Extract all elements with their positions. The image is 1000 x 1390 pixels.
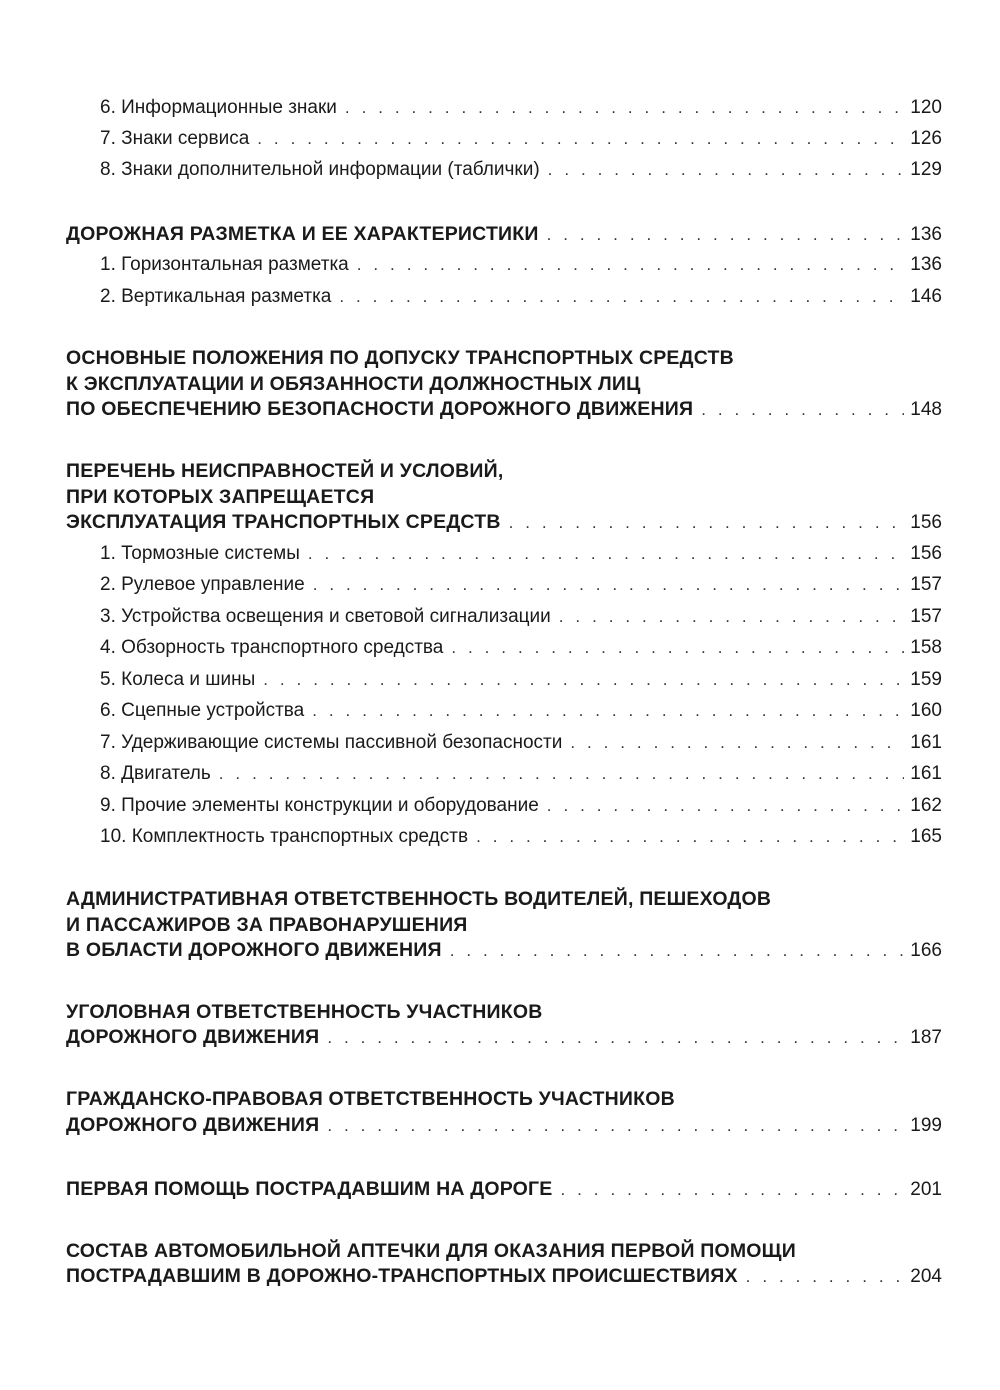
toc-entry-label: 9. Прочие элементы конструкции и оборудование xyxy=(100,795,539,816)
toc-section-title-line[interactable]: ПЕРЕЧЕНЬ НЕИСПРАВНОСТЕЙ И УСЛОВИЙ, xyxy=(66,460,504,482)
toc-page-number: 165 xyxy=(910,826,942,847)
toc-entry-label: 7. Знаки сервиса xyxy=(100,128,250,149)
toc-entry[interactable] xyxy=(100,254,942,284)
toc-section-title: ДОРОЖНОГО ДВИЖЕНИЯ xyxy=(66,1026,320,1048)
toc-entry-label: 2. Вертикальная разметка xyxy=(100,286,332,307)
toc-page-number: 166 xyxy=(910,940,942,961)
toc-page-number: 157 xyxy=(910,574,942,595)
toc-entry[interactable] xyxy=(100,826,942,856)
toc-section-title: ЭКСПЛУАТАЦИЯ ТРАНСПОРТНЫХ СРЕДСТВ xyxy=(66,511,501,533)
toc-entry[interactable] xyxy=(100,159,942,189)
toc-section-title-line[interactable]: ОСНОВНЫЕ ПОЛОЖЕНИЯ ПО ДОПУСКУ ТРАНСПОРТНЫХ СРЕДСТВ xyxy=(66,347,734,369)
toc-entry[interactable] xyxy=(100,669,942,699)
toc-section-heading[interactable] xyxy=(66,1178,942,1208)
dot-leader xyxy=(327,1029,904,1046)
toc-entry[interactable] xyxy=(100,97,942,127)
toc-entry[interactable] xyxy=(100,732,942,762)
dot-leader xyxy=(257,130,904,147)
toc-section-title: ПО ОБЕСПЕЧЕНИЮ БЕЗОПАСНОСТИ ДОРОЖНОГО ДВИЖЕНИЯ xyxy=(66,398,694,420)
dot-leader xyxy=(313,576,905,593)
toc-section-title-line[interactable]: ПРИ КОТОРЫХ ЗАПРЕЩАЕТСЯ xyxy=(66,486,375,508)
toc-section-heading[interactable] xyxy=(66,223,942,253)
toc-section-heading[interactable] xyxy=(66,1265,942,1295)
toc-entry[interactable] xyxy=(100,574,942,604)
toc-page-number: 146 xyxy=(910,286,942,307)
toc-page-number: 160 xyxy=(910,700,942,721)
toc-section-heading[interactable] xyxy=(66,939,942,969)
dot-leader xyxy=(547,797,905,814)
toc-page-number: 136 xyxy=(910,254,942,275)
toc-entry[interactable] xyxy=(100,763,942,793)
toc-page-number: 159 xyxy=(910,669,942,690)
dot-leader xyxy=(345,99,904,116)
toc-page-number: 204 xyxy=(910,1266,942,1287)
toc-entry[interactable] xyxy=(100,606,942,636)
toc-section-title: ДОРОЖНОГО ДВИЖЕНИЯ xyxy=(66,1114,320,1136)
toc-entry-label: 4. Обзорность транспортного средства xyxy=(100,637,444,658)
toc-section-title-line[interactable]: СОСТАВ АВТОМОБИЛЬНОЙ АПТЕЧКИ ДЛЯ ОКАЗАНИЯ ПЕРВОЙ ПОМОЩИ xyxy=(66,1240,796,1262)
toc-entry-label: 3. Устройства освещения и световой сигнализации xyxy=(100,606,551,627)
toc-page-number: 199 xyxy=(910,1115,942,1136)
dot-leader xyxy=(357,256,905,273)
toc-page-number: 162 xyxy=(910,795,942,816)
toc-page-number: 201 xyxy=(910,1179,942,1200)
toc-section-title: ПОСТРАДАВШИМ В ДОРОЖНО-ТРАНСПОРТНЫХ ПРОИСШЕСТВИЯХ xyxy=(66,1265,738,1287)
toc-page-number: 120 xyxy=(910,97,942,118)
dot-leader xyxy=(746,1268,905,1285)
dot-leader xyxy=(312,702,904,719)
toc-page-number: 156 xyxy=(910,543,942,564)
toc-entry[interactable] xyxy=(100,286,942,316)
toc-page-number: 187 xyxy=(910,1027,942,1048)
dot-leader xyxy=(701,401,904,418)
toc-entry-label: 8. Двигатель xyxy=(100,763,211,784)
toc-section-title: ДОРОЖНАЯ РАЗМЕТКА И ЕЕ ХАРАКТЕРИСТИКИ xyxy=(66,223,539,245)
toc-page-number: 148 xyxy=(910,399,942,420)
toc-entry-label: 2. Рулевое управление xyxy=(100,574,305,595)
toc-section-title-line[interactable]: ГРАЖДАНСКО-ПРАВОВАЯ ОТВЕТСТВЕННОСТЬ УЧАСТНИКОВ xyxy=(66,1088,675,1110)
toc-section-heading[interactable] xyxy=(66,1026,942,1056)
toc-page-number: 161 xyxy=(910,763,942,784)
dot-leader xyxy=(476,828,904,845)
toc-section-title: ПЕРВАЯ ПОМОЩЬ ПОСТРАДАВШИМ НА ДОРОГЕ xyxy=(66,1178,553,1200)
toc-page-number: 136 xyxy=(910,224,942,245)
dot-leader xyxy=(547,226,905,243)
toc-entry-label: 5. Колеса и шины xyxy=(100,669,256,690)
toc-section-heading[interactable] xyxy=(66,1114,942,1144)
toc-section-heading[interactable] xyxy=(66,398,942,428)
toc-entry[interactable] xyxy=(100,637,942,667)
toc-section-heading[interactable] xyxy=(66,511,942,541)
toc-entry-label: 10. Комплектность транспортных средств xyxy=(100,826,469,847)
toc-entry[interactable] xyxy=(100,543,942,573)
dot-leader xyxy=(509,514,905,531)
toc-entry-label: 1. Тормозные системы xyxy=(100,543,300,564)
dot-leader xyxy=(450,942,905,959)
toc-section-title-line[interactable]: АДМИНИСТРАТИВНАЯ ОТВЕТСТВЕННОСТЬ ВОДИТЕЛЕЙ, ПЕШЕХОДОВ xyxy=(66,888,772,910)
toc-entry[interactable] xyxy=(100,700,942,730)
dot-leader xyxy=(219,765,905,782)
toc-section-title-line[interactable]: УГОЛОВНАЯ ОТВЕТСТВЕННОСТЬ УЧАСТНИКОВ xyxy=(66,1001,543,1023)
dot-leader xyxy=(263,671,904,688)
toc-page-number: 157 xyxy=(910,606,942,627)
dot-leader xyxy=(327,1117,904,1134)
toc-page-number: 126 xyxy=(910,128,942,149)
toc-page-number: 129 xyxy=(910,159,942,180)
toc-entry-label: 1. Горизонтальная разметка xyxy=(100,254,349,275)
dot-leader xyxy=(451,639,904,656)
toc-page-number: 156 xyxy=(910,512,942,533)
toc-entry-label: 6. Сцепные устройства xyxy=(100,700,305,721)
dot-leader xyxy=(570,734,904,751)
toc-entry[interactable] xyxy=(100,795,942,825)
toc-entry-label: 6. Информационные знаки xyxy=(100,97,337,118)
toc-section-title: В ОБЛАСТИ ДОРОЖНОГО ДВИЖЕНИЯ xyxy=(66,939,442,961)
dot-leader xyxy=(559,608,905,625)
toc-entry[interactable] xyxy=(100,128,942,158)
dot-leader xyxy=(548,161,905,178)
toc-entry-label: 8. Знаки дополнительной информации (таблички) xyxy=(100,159,540,180)
toc-page-number: 158 xyxy=(910,637,942,658)
toc-section-title-line[interactable]: И ПАССАЖИРОВ ЗА ПРАВОНАРУШЕНИЯ xyxy=(66,914,468,936)
dot-leader xyxy=(308,545,904,562)
dot-leader xyxy=(561,1181,905,1198)
toc-page-number: 161 xyxy=(910,732,942,753)
toc-section-title-line[interactable]: К ЭКСПЛУАТАЦИИ И ОБЯЗАННОСТИ ДОЛЖНОСТНЫХ ЛИЦ xyxy=(66,373,641,395)
dot-leader xyxy=(339,288,904,305)
toc-entry-label: 7. Удерживающие системы пассивной безопасности xyxy=(100,732,563,753)
